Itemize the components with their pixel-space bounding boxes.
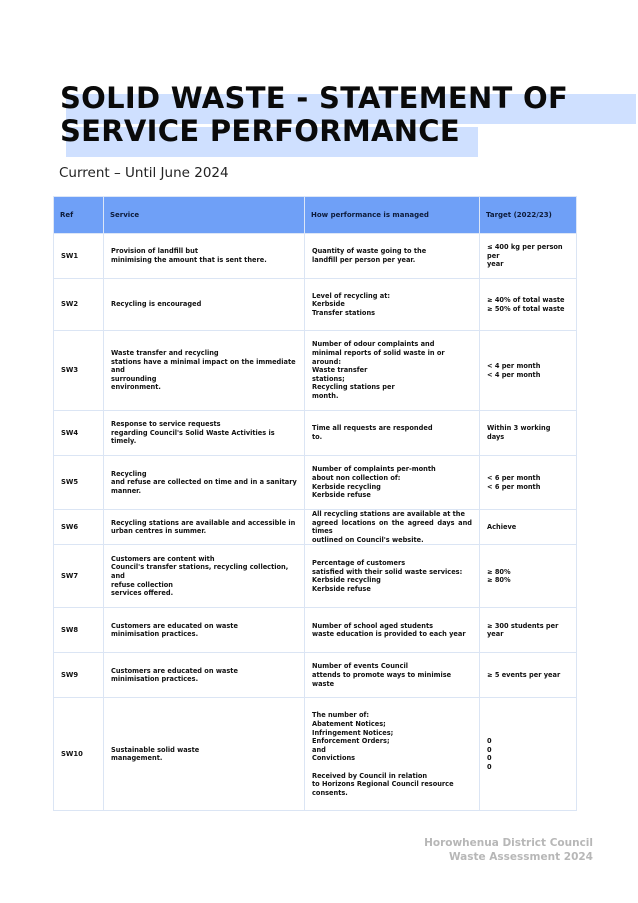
cell-ref: SW8 [54, 608, 104, 653]
footer [424, 836, 593, 864]
cell-target: ≥ 40% of total waste ≥ 50% of total waste [480, 279, 577, 331]
cell-service: Customers are educated on waste minimisation practices. [104, 653, 305, 698]
cell-service: Response to service requests regarding Council's Solid Waste Activities is timely. [104, 411, 305, 456]
cell-target: < 6 per month < 6 per month [480, 456, 577, 510]
cell-target: Within 3 working days [480, 411, 577, 456]
header-service: Service [104, 197, 305, 234]
cell-target: ≥ 5 events per year [480, 653, 577, 698]
table-row [54, 545, 577, 608]
cell-ref: SW10 [54, 698, 104, 811]
service-performance-table [53, 196, 577, 811]
table-row [54, 411, 577, 456]
cell-how: Number of events Council attends to promote ways to minimise waste [305, 653, 480, 698]
footer-document: Waste Assessment 2024 [448, 851, 593, 863]
cell-target: ≥ 80% ≥ 80% [480, 545, 577, 608]
cell-ref: SW2 [54, 279, 104, 331]
cell-service: Recycling stations are available and accessible in urban centres in summer. [104, 510, 305, 545]
cell-service: Waste transfer and recycling stations have a minimal impact on the immediate and surrounding environment. [104, 331, 305, 411]
cell-ref: SW9 [54, 653, 104, 698]
cell-how: Number of complaints per-month about non collection of: Kerbside recycling Kerbside refuse [305, 456, 480, 510]
cell-service: Recycling is encouraged [104, 279, 305, 331]
table-row [54, 331, 577, 411]
cell-service: Recycling and refuse are collected on time and in a sanitary manner. [104, 456, 305, 510]
cell-ref: SW5 [54, 456, 104, 510]
cell-service: Customers are content with Council's transfer stations, recycling collection, and refuse collection services offered. [104, 545, 305, 608]
cell-how: Time all requests are responded to. [305, 411, 480, 456]
table-row [54, 608, 577, 653]
table-row [54, 510, 577, 545]
cell-target: ≥ 300 students per year [480, 608, 577, 653]
title-block [60, 82, 580, 148]
cell-how: Level of recycling at: Kerbside Transfer stations [305, 279, 480, 331]
header-target: Target (2022/23) [480, 197, 577, 234]
cell-how: All recycling stations are available at the agreed locations on the agreed days and times outlined on Council's website. [305, 510, 480, 545]
table-row [54, 653, 577, 698]
title-line-1: SOLID WASTE - STATEMENT OF [60, 81, 569, 115]
cell-target: < 4 per month < 4 per month [480, 331, 577, 411]
table-row [54, 279, 577, 331]
page-title [60, 82, 580, 148]
table-row [54, 456, 577, 510]
cell-how: Percentage of customers satisfied with their solid waste services: Kerbside recycling Kerbside refuse [305, 545, 480, 608]
cell-ref: SW4 [54, 411, 104, 456]
cell-ref: SW7 [54, 545, 104, 608]
cell-how: Number of school aged students waste education is provided to each year [305, 608, 480, 653]
title-line-2: SERVICE PERFORMANCE [60, 114, 461, 148]
cell-target: ≤ 400 kg per person per year [480, 234, 577, 279]
cell-how: Quantity of waste going to the landfill per person per year. [305, 234, 480, 279]
table-row [54, 698, 577, 811]
footer-organisation: Horowhenua District Council [424, 837, 593, 849]
cell-ref: SW6 [54, 510, 104, 545]
cell-how: The number of: Abatement Notices; Infringement Notices; Enforcement Orders; and Convictions Received by Council in relation to Horizons Regional Council resource consents. [305, 698, 480, 811]
cell-ref: SW3 [54, 331, 104, 411]
cell-how: Number of odour complaints and minimal reports of solid waste in or around: Waste transfer stations; Recycling stations per month. [305, 331, 480, 411]
cell-service: Provision of landfill but minimising the amount that is sent there. [104, 234, 305, 279]
page-subtitle: Current – Until June 2024 [59, 165, 229, 181]
cell-service: Sustainable solid waste management. [104, 698, 305, 811]
cell-service: Customers are educated on waste minimisation practices. [104, 608, 305, 653]
cell-ref: SW1 [54, 234, 104, 279]
header-how: How performance is managed [305, 197, 480, 234]
table-header-row [54, 197, 577, 234]
table-row [54, 234, 577, 279]
header-ref: Ref [54, 197, 104, 234]
cell-target: 0 0 0 0 [480, 698, 577, 811]
cell-target: Achieve [480, 510, 577, 545]
